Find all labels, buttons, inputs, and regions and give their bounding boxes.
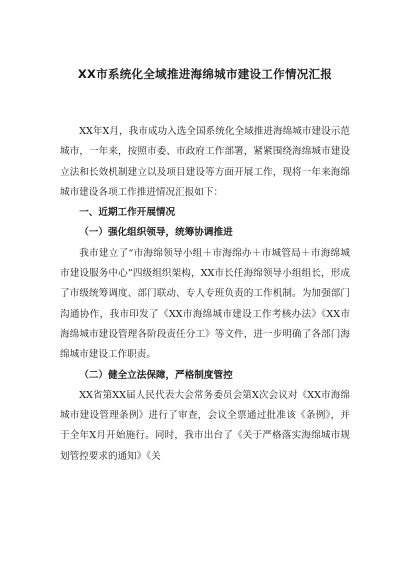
subsection-paragraph-2: XX省第XX届人民代表大会常务委员会第X次会议对《XX市海绵城市建设管理条例》进行了审查，会议全票通过批准该《条例》，并于全年X月开始施行。同时，我市出台了《关于严格落实海绵城市规划管控要求的通知》《关 xyxy=(60,389,350,462)
document-body xyxy=(60,122,350,467)
subsection-paragraph-1: 我市建立了“市海绵领导小组＋市海绵办＋市城管局＋市海绵城市建设服务中心”四级组织架构，XX市长任海绵领导小组组长，形成了市级统筹调度、部门联动、专人专班负责的工作机制。为加强部门沟通协作，我市印发了《XX市海绵城市建设工作考核办法》《XX市海绵城市建设管理各阶段责任分工》等文件，进一步明确了各部门海绵城市建设工作职责。 xyxy=(60,247,350,361)
subsection-heading-1: （一）强化组织领导，统筹协调推进 xyxy=(79,227,233,239)
document-title: XX市系统化全域推进海绵城市建设工作情况汇报 xyxy=(77,67,333,81)
section-heading-1: 一、近期工作开展情况 xyxy=(79,207,176,219)
subsection-heading-2: （二）健全立法保障，严格制度管控 xyxy=(79,369,233,381)
intro-paragraph: XX年X月，我市成功入选全国系统化全域推进海绵城市建设示范城市，一年来，按照市委、市政府工作部署，紧紧围绕海绵城市建设立法和长效机制建立以及项目建设等方面开展工作，现将一年来海绵城市建设各项工作推进情况汇报如下： xyxy=(60,126,350,198)
